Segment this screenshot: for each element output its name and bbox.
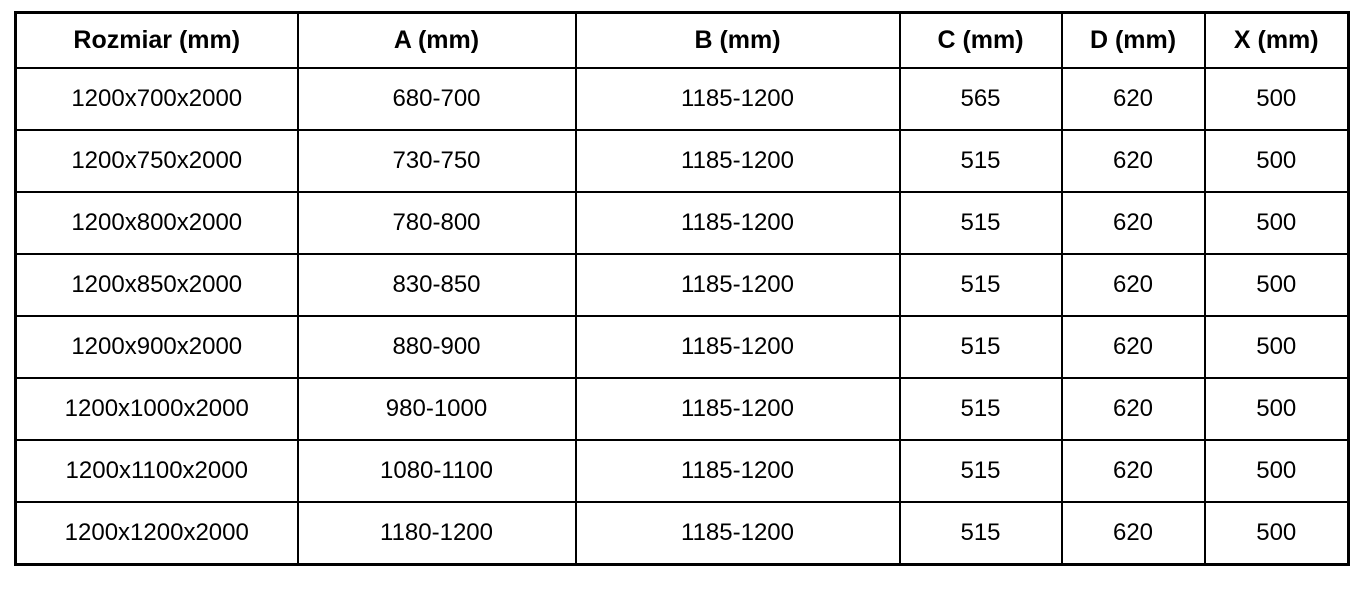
- table-cell-x: 500: [1205, 502, 1349, 565]
- column-header-a: A (mm): [298, 13, 576, 69]
- dimensions-table: [14, 11, 1350, 566]
- table-cell-a: 680-700: [298, 68, 576, 130]
- table-cell-b: 1185-1200: [576, 130, 900, 192]
- table-cell-c: 515: [900, 130, 1062, 192]
- table-cell-c: 515: [900, 502, 1062, 565]
- column-header-d: D (mm): [1062, 13, 1205, 69]
- table-cell-a: 1180-1200: [298, 502, 576, 565]
- table-cell-rozmiar: 1200x900x2000: [16, 316, 298, 378]
- table-cell-a: 830-850: [298, 254, 576, 316]
- table-cell-a: 1080-1100: [298, 440, 576, 502]
- table-cell-c: 515: [900, 254, 1062, 316]
- table-cell-d: 620: [1062, 130, 1205, 192]
- table-row: [16, 192, 1349, 254]
- table-row: [16, 316, 1349, 378]
- table-cell-c: 515: [900, 192, 1062, 254]
- table-cell-b: 1185-1200: [576, 502, 900, 565]
- column-header-rozmiar: Rozmiar (mm): [16, 13, 298, 69]
- table-cell-d: 620: [1062, 440, 1205, 502]
- table-row: [16, 68, 1349, 130]
- table-cell-b: 1185-1200: [576, 192, 900, 254]
- table-cell-rozmiar: 1200x700x2000: [16, 68, 298, 130]
- table-cell-c: 515: [900, 440, 1062, 502]
- table-cell-a: 730-750: [298, 130, 576, 192]
- table-cell-c: 515: [900, 316, 1062, 378]
- table-cell-b: 1185-1200: [576, 254, 900, 316]
- header-row: [16, 13, 1349, 69]
- table-cell-b: 1185-1200: [576, 440, 900, 502]
- table-cell-rozmiar: 1200x1200x2000: [16, 502, 298, 565]
- table-cell-d: 620: [1062, 316, 1205, 378]
- column-header-x: X (mm): [1205, 13, 1349, 69]
- table-cell-x: 500: [1205, 130, 1349, 192]
- table-cell-x: 500: [1205, 192, 1349, 254]
- table-cell-rozmiar: 1200x800x2000: [16, 192, 298, 254]
- table-cell-x: 500: [1205, 316, 1349, 378]
- table-row: [16, 502, 1349, 565]
- table-cell-a: 880-900: [298, 316, 576, 378]
- table-cell-d: 620: [1062, 192, 1205, 254]
- table-cell-d: 620: [1062, 68, 1205, 130]
- table-cell-rozmiar: 1200x850x2000: [16, 254, 298, 316]
- table-cell-d: 620: [1062, 378, 1205, 440]
- table-cell-d: 620: [1062, 254, 1205, 316]
- column-header-b: B (mm): [576, 13, 900, 69]
- table-cell-x: 500: [1205, 440, 1349, 502]
- column-header-c: C (mm): [900, 13, 1062, 69]
- table-cell-x: 500: [1205, 378, 1349, 440]
- table-cell-d: 620: [1062, 502, 1205, 565]
- table-row: [16, 130, 1349, 192]
- table-cell-x: 500: [1205, 68, 1349, 130]
- table-cell-rozmiar: 1200x1100x2000: [16, 440, 298, 502]
- table-cell-b: 1185-1200: [576, 316, 900, 378]
- table-cell-b: 1185-1200: [576, 68, 900, 130]
- table-row: [16, 440, 1349, 502]
- table-cell-c: 515: [900, 378, 1062, 440]
- table-cell-rozmiar: 1200x1000x2000: [16, 378, 298, 440]
- table-cell-b: 1185-1200: [576, 378, 900, 440]
- table-row: [16, 254, 1349, 316]
- table-cell-a: 980-1000: [298, 378, 576, 440]
- table-cell-a: 780-800: [298, 192, 576, 254]
- table-cell-c: 565: [900, 68, 1062, 130]
- table-cell-x: 500: [1205, 254, 1349, 316]
- table-cell-rozmiar: 1200x750x2000: [16, 130, 298, 192]
- table-row: [16, 378, 1349, 440]
